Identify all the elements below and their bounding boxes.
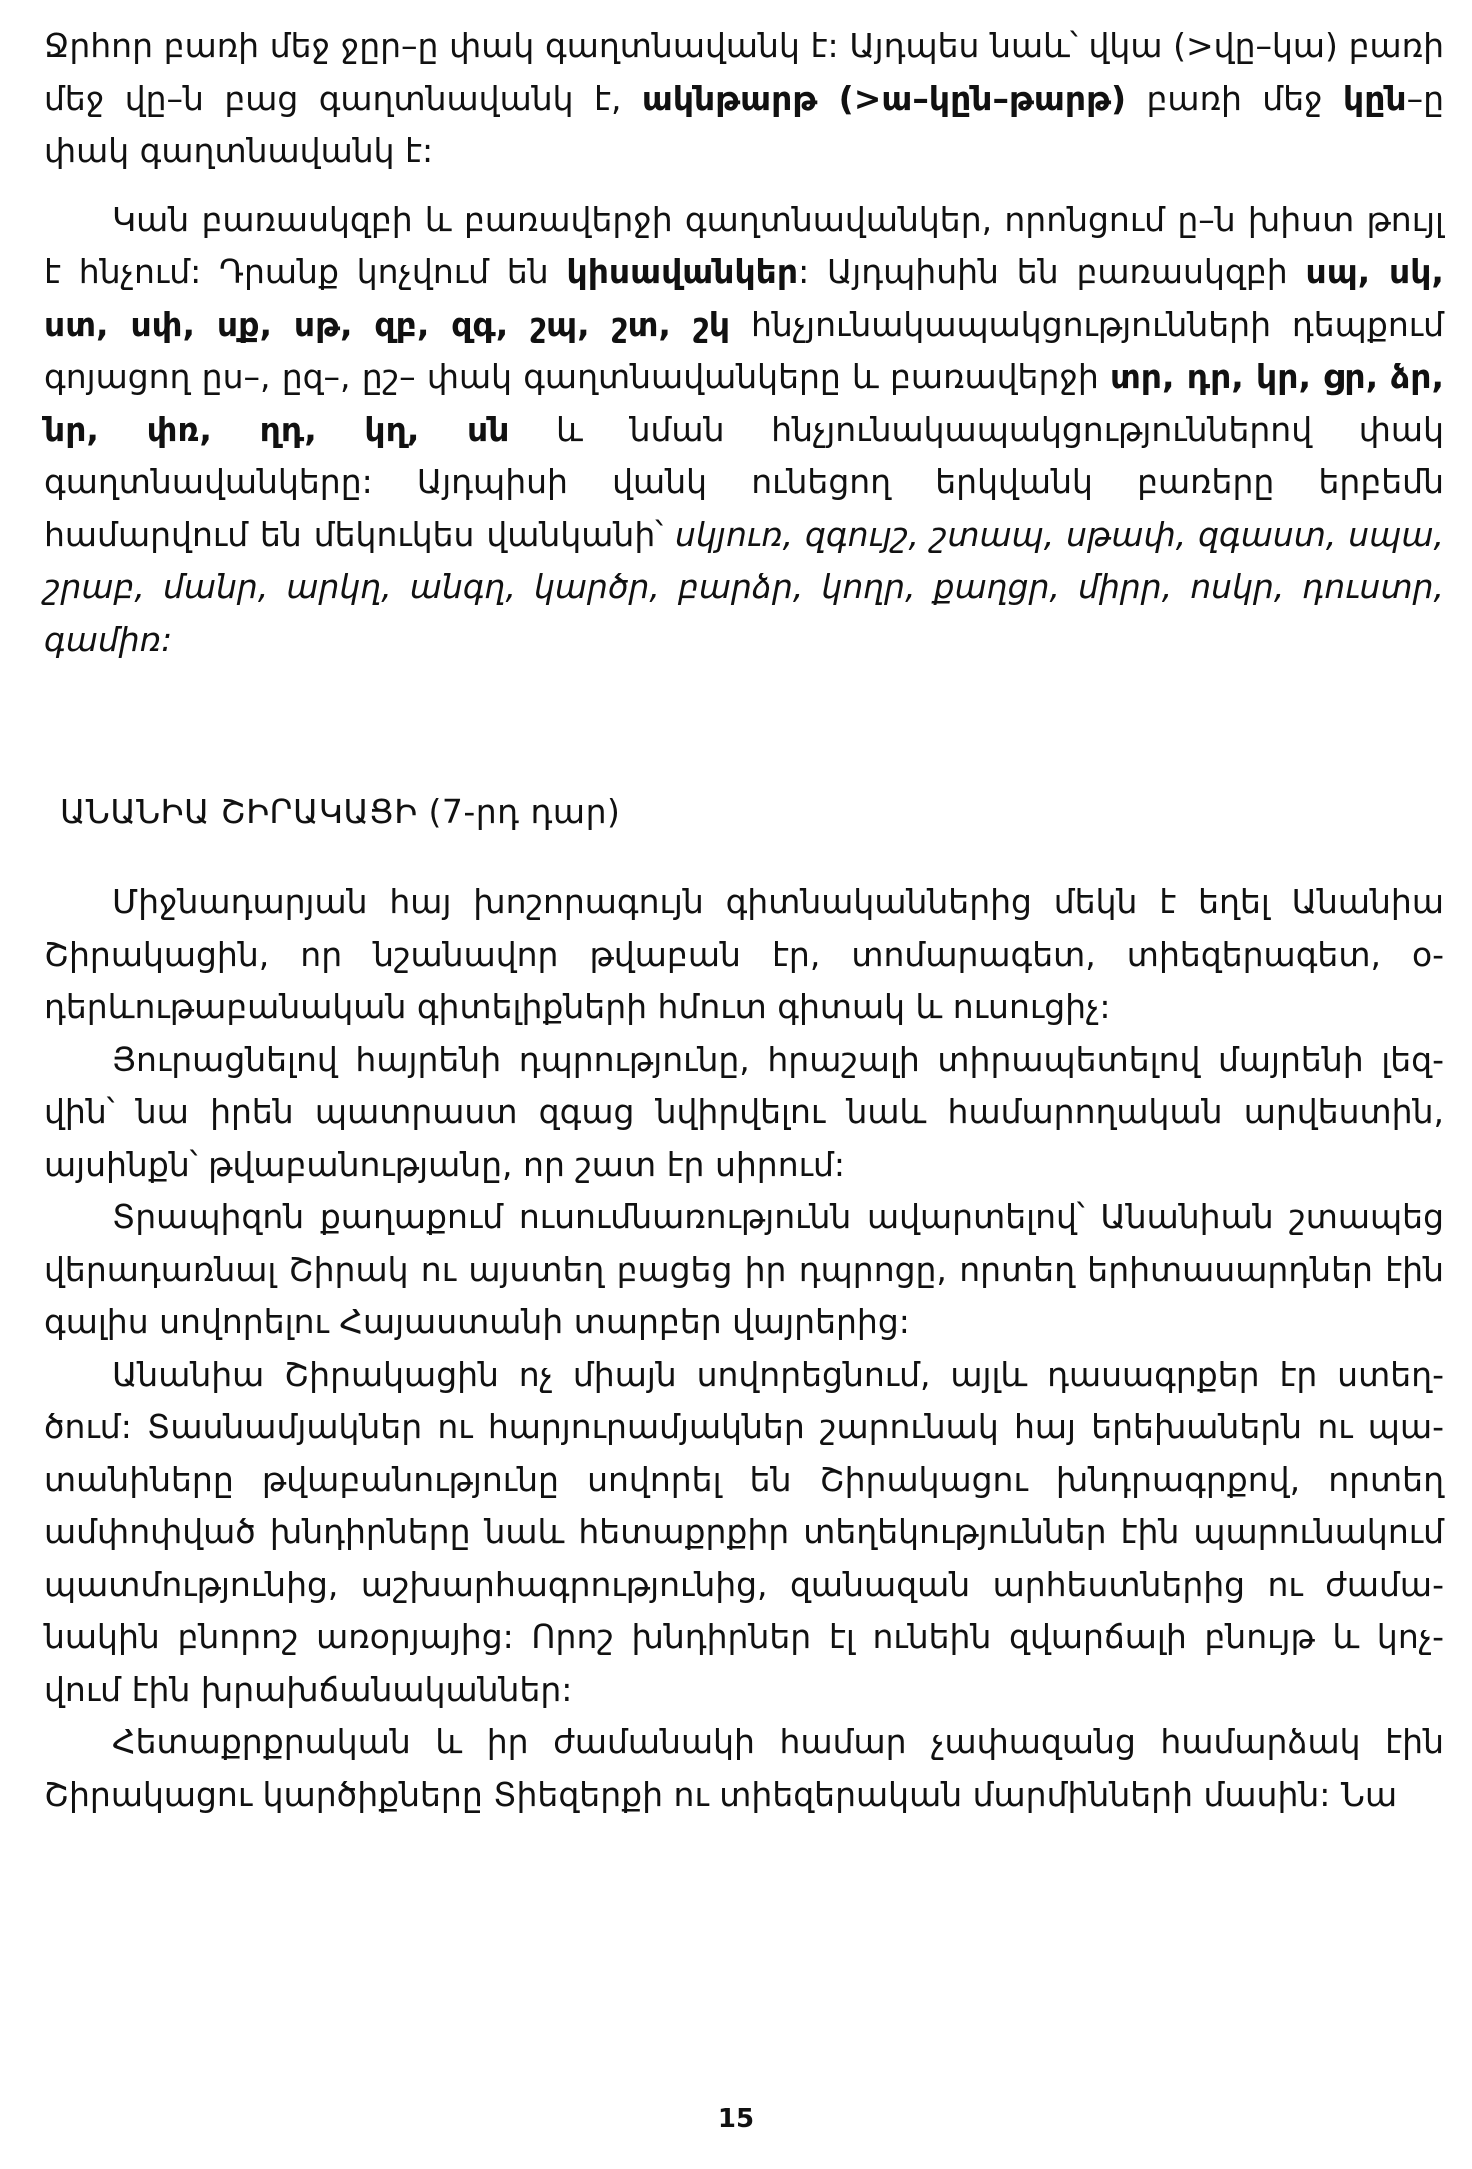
text-run: հնչյունակապակցությունների դեպքում գոյացող ըս–, ըզ–, ըշ– փակ գաղտնավանկերը և բառավերջի [44, 304, 1444, 396]
paragraph-4: Յուրացնելով հայրենի դպրությունը, հրաշալի տիրապետելով մայրենի լեզ-վին՝ նա իրեն պատրաստ զգաց նվիրվելու նաև համարողական արվեստին, այսինքն՝ թվաբանությանը, որ շատ էր սիրում: [44, 1039, 1444, 1184]
bold-term: կիսավանկեր [566, 252, 799, 291]
text-run: –ը փակ գաղտնավանկ է: [44, 78, 1444, 170]
text-run: : Այդպիսին են բառասկզբի [798, 252, 1306, 291]
text-run: բառի մեջ [1126, 78, 1343, 118]
bold-term: ակնթարթ (>ա–կըն–թարթ) [641, 78, 1127, 118]
bold-term: սպ, սկ, ստ, սփ, սք, սթ, զբ, զգ, շպ, շտ, շկ [44, 252, 1444, 344]
paragraph-1 [44, 20, 1444, 178]
section-heading: ԱՆԱՆԻԱ ՇԻՐԱԿԱՑԻ (7-րդ դար) [60, 792, 621, 831]
bold-term: կըն [1342, 78, 1407, 118]
text-run: Ջրհոր բառի մեջ ջըր–ը փակ գաղտնավանկ է: Այդպես նաև՝ վկա (>վը–կա) բառի մեջ վը–ն բաց գաղտնավանկ է, [44, 26, 1444, 118]
document-page [44, 20, 1444, 1821]
paragraph-2 [44, 194, 1444, 667]
paragraph-6: Անանիա Շիրակացին ոչ միայն սովորեցնում, այլև դասագրքեր էր ստեղ-ծում: Տասնամյակներ ու հարյուրամյակներ շարունակ հայ երեխաներն ու պա-տանիները թվաբանությունը սովորել են Շիրակացու խնդրագրքով, որտեղ ամփոփված խնդիրները նաև հետաքրքիր տեղեկություններ էին պարունակում պատմությունից, աշխարհագրությունից, զանազան արհեստներից ու ժամա-նակին բնորոշ առօրյայից: Որոշ խնդիրներ էլ ունեին զվարճալի բնույթ և կոչ-վում էին խրախճանականներ: [44, 1354, 1444, 1709]
paragraph-5: Տրապիզոն քաղաքում ուսումնառությունն ավարտելով՝ Անանիան շտապեց վերադառնալ Շիրակ ու այստեղ բացեց իր դպրոցը, որտեղ երիտասարդներ էին գալիս սովորելու Հայաստանի տարբեր վայրերից: [44, 1197, 1444, 1341]
paragraph-3: Միջնադարյան հայ խոշորագույն գիտնականներից մեկն է եղել Անանիա Շիրակացին, որ նշանավոր թվաբան էր, տոմարագետ, տիեզերագետ, օ-դերևութաբանական գիտելիքների հմուտ գիտակ և ուսուցիչ: [44, 882, 1444, 1026]
italic-examples: սկյուռ, զգույշ, շտապ, սթափ, զգաստ, սպա, շրաբ, մանր, արկղ, անգղ, կարծր, բարձր, կողր, քաղցր, միրր, ոսկր, դուստր, գամիռ: [44, 514, 1445, 659]
paragraph-7: Հետաքրքրական և իր ժամանակի համար չափազանց համարձակ էին Շիրակացու կարծիքները Տիեզերքի ու տիեզերական մարմինների մասին: Նա [44, 1722, 1444, 1814]
text-run: Կան բառասկզբի և բառավերջի գաղտնավանկեր, որոնցում ը–ն խիստ թույլ է հնչում: Դրանք կոչվում են [44, 199, 1444, 291]
bold-term: տր, դր, կր, ցր, ձր, նր, փռ, ղդ, կղ, սն [44, 357, 1444, 449]
text-run: և նման հնչյունակապակցություններով փակ գաղտնավանկերը: Այդպիսի վանկ ունեցող երկվանկ բառերը երբեմն համարվում են մեկուկես վանկանի՝ [44, 409, 1444, 554]
page-number: 15 [717, 2104, 755, 2134]
